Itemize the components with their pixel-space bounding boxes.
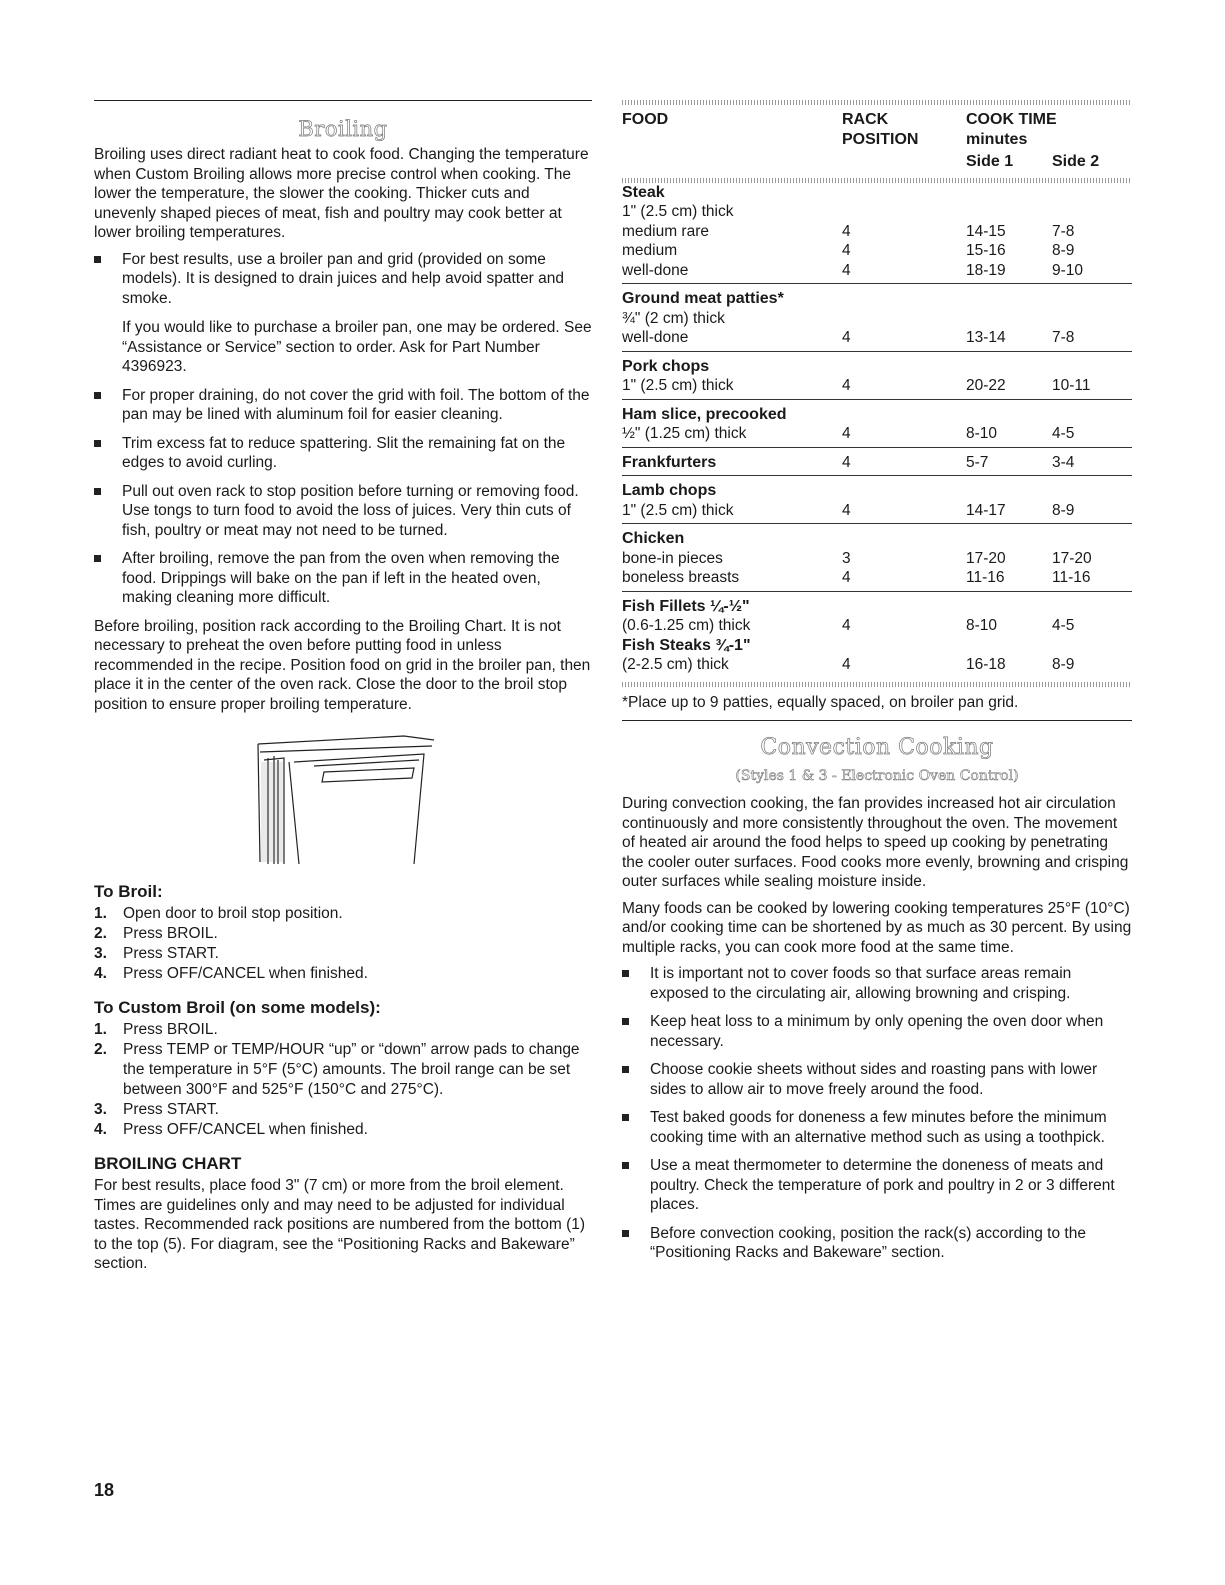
rack-position-cell bbox=[842, 202, 966, 222]
table-bottom-border bbox=[622, 682, 1132, 687]
table-row bbox=[622, 636, 1132, 656]
rack-position-cell: 4 bbox=[842, 261, 851, 279]
table-row bbox=[622, 424, 1132, 447]
list-item: Keep heat loss to a minimum by only opening the oven door when necessary. bbox=[622, 1012, 1132, 1051]
broiling-column bbox=[94, 100, 592, 1281]
broiling-chart-para: For best results, place food 3" (7 cm) or more from the broil element. Times are guidelines only and may need to be adjusted for individual tastes. Recommended rack positions are numbered from the bottom (1) to the top (5). For diagram, see the “Positioning Racks and Bakeware” section. bbox=[94, 1177, 586, 1272]
rack-position-cell: 4 bbox=[842, 656, 851, 673]
rack-position-cell: 4 bbox=[842, 501, 851, 519]
table-row bbox=[622, 351, 1132, 376]
side2-time-cell bbox=[1052, 524, 1132, 549]
broiling-chart-body bbox=[622, 183, 1132, 678]
list-item: 3. Press START. bbox=[94, 945, 219, 962]
side1-time-cell bbox=[966, 399, 1052, 424]
list-item: After broiling, remove the pan from the oven when removing the food. Drippings will bake on the pan if left in the heated oven, making cleaning more difficult. bbox=[94, 549, 592, 608]
side1-time-cell bbox=[966, 591, 1052, 616]
food-cell: Fish Fillets ¼-½" bbox=[622, 591, 842, 616]
food-cell: medium bbox=[622, 242, 678, 259]
header-side2: Side 2 bbox=[1052, 153, 1100, 170]
side2-time-cell: 4-5 bbox=[1052, 617, 1075, 634]
side2-time-cell bbox=[1052, 591, 1132, 616]
side1-time-cell: 8-10 bbox=[966, 425, 998, 442]
bullet-icon bbox=[94, 555, 101, 562]
food-cell: well-done bbox=[622, 329, 689, 346]
food-cell: 1" (2.5 cm) thick bbox=[622, 203, 734, 220]
side2-time-cell: 17-20 bbox=[1052, 549, 1092, 567]
table-row bbox=[622, 222, 1132, 242]
bullet-icon bbox=[622, 1018, 629, 1025]
list-item: Use a meat thermometer to determine the doneness of meats and poultry. Check the temperature of pork and poultry in 2 or 3 different places. bbox=[622, 1156, 1132, 1215]
bullet-icon bbox=[622, 1162, 629, 1169]
table-row bbox=[622, 591, 1132, 616]
table-top-border bbox=[622, 100, 1132, 105]
table-row bbox=[622, 524, 1132, 549]
rack-position-cell: 4 bbox=[842, 222, 851, 240]
rack-position-cell: 4 bbox=[842, 425, 851, 442]
bullet-icon bbox=[94, 392, 101, 399]
rack-position-cell bbox=[842, 284, 966, 309]
side2-time-cell bbox=[1052, 351, 1132, 376]
table-row bbox=[622, 328, 1132, 351]
custom-broil-title: To Custom Broil (on some models): bbox=[94, 998, 381, 1017]
convection-subheading: (Styles 1 & 3 - Electronic Oven Control) bbox=[735, 768, 1019, 784]
side1-time-cell bbox=[966, 636, 1052, 656]
table-row bbox=[622, 501, 1132, 524]
food-cell: Pork chops bbox=[622, 351, 842, 376]
food-cell: ½" (1.25 cm) thick bbox=[622, 425, 747, 442]
food-cell: Fish Steaks ¾-1" bbox=[622, 636, 751, 654]
food-cell: (2-2.5 cm) thick bbox=[622, 656, 729, 673]
table-row bbox=[622, 399, 1132, 424]
food-cell: 1" (2.5 cm) thick bbox=[622, 501, 734, 519]
rack-position-cell bbox=[842, 183, 966, 203]
to-broil-title: To Broil: bbox=[94, 882, 163, 901]
side2-time-cell bbox=[1052, 183, 1132, 203]
bullet-icon bbox=[94, 488, 101, 495]
food-cell: Ground meat patties* bbox=[622, 284, 842, 309]
oven-door-broil-stop-illustration bbox=[254, 732, 439, 872]
rack-position-cell bbox=[842, 524, 966, 549]
bullet-icon bbox=[622, 1230, 629, 1237]
bullet-icon bbox=[94, 256, 101, 263]
side1-time-cell bbox=[966, 524, 1052, 549]
bullet-icon bbox=[622, 1066, 629, 1073]
custom-broil-steps bbox=[94, 1020, 592, 1140]
list-item: Trim excess fat to reduce spattering. Slit the remaining fat on the edges to avoid curling. bbox=[94, 434, 592, 473]
rack-position-cell: 4 bbox=[842, 569, 851, 586]
list-item: 2. Press BROIL. bbox=[94, 925, 218, 942]
side1-time-cell bbox=[966, 284, 1052, 309]
side2-time-cell bbox=[1052, 284, 1132, 309]
table-row bbox=[622, 284, 1132, 309]
broiling-chart-column bbox=[622, 100, 1132, 1272]
list-item: 1. Press BROIL. bbox=[94, 1021, 218, 1038]
list-item: For best results, use a broiler pan and grid (provided on some models). It is designed to drain juices and help avoid spatter and smoke. If you would like to purchase a broiler pan, one may be ordered. See “Assistance or Service” section to order. Ask for Part Number 4396923. bbox=[94, 250, 592, 377]
food-cell: boneless breasts bbox=[622, 569, 740, 586]
rack-position-cell: 4 bbox=[842, 242, 851, 259]
rack-position-cell: 4 bbox=[842, 377, 851, 394]
broiling-tips-list bbox=[94, 250, 592, 608]
table-row bbox=[622, 241, 1132, 261]
side1-time-cell bbox=[966, 202, 1052, 222]
list-item: Test baked goods for doneness a few minutes before the minimum cooking time with an alternative method such as using a toothpick. bbox=[622, 1108, 1132, 1147]
food-cell: Lamb chops bbox=[622, 476, 842, 501]
side2-time-cell: 10-11 bbox=[1052, 377, 1091, 394]
rack-position-cell bbox=[842, 399, 966, 424]
table-row bbox=[622, 616, 1132, 636]
broiling-intro: Broiling uses direct radiant heat to cook food. Changing the temperature when Custom Broiling allows more precise control when cooking. The lower the temperature, the slower the cooking. Thicker cuts and unevenly shaped pieces of meat, fish and poultry may cook better at lower broiling temperatures. bbox=[94, 146, 589, 241]
convection-para-2: Many foods can be cooked by lowering cooking temperatures 25°F (10°C) and/or cooking time can be shortened by as much as 30 percent. By using multiple racks, you can cook more food at the same time. bbox=[622, 899, 1132, 956]
side2-time-cell bbox=[1052, 476, 1132, 501]
header-rack: RACK POSITION bbox=[842, 111, 919, 148]
convection-tips-list bbox=[622, 964, 1132, 1263]
list-item: Before convection cooking, position the rack(s) according to the “Positioning Racks and Bakeware” section. bbox=[622, 1224, 1132, 1263]
side1-time-cell: 13-14 bbox=[966, 329, 1006, 346]
list-item: 3. Press START. bbox=[94, 1101, 219, 1118]
side2-time-cell: 7-8 bbox=[1052, 329, 1075, 346]
side1-time-cell: 8-10 bbox=[966, 617, 998, 634]
broiler-pan-order-note: If you would like to purchase a broiler pan, one may be ordered. See “Assistance or Service” section to order. Ask for Part Number 4396923. bbox=[122, 319, 592, 375]
side2-time-cell: 3-4 bbox=[1052, 447, 1132, 476]
broiling-chart-title: BROILING CHART bbox=[94, 1154, 242, 1173]
list-item: For proper draining, do not cover the grid with foil. The bottom of the pan may be lined with aluminum foil for easier cleaning. bbox=[94, 386, 592, 425]
side2-time-cell: 8-9 bbox=[1052, 242, 1075, 259]
side1-time-cell bbox=[966, 309, 1052, 329]
rack-position-cell bbox=[842, 309, 966, 329]
bullet-icon bbox=[622, 970, 629, 977]
list-item: 4. Press OFF/CANCEL when finished. bbox=[94, 1121, 368, 1138]
convection-heading: Convection Cooking bbox=[760, 735, 994, 760]
side2-time-cell: 8-9 bbox=[1052, 656, 1075, 673]
side1-time-cell: 14-15 bbox=[966, 222, 1006, 240]
table-row bbox=[622, 568, 1132, 591]
food-cell: medium rare bbox=[622, 222, 709, 240]
list-item: Choose cookie sheets without sides and roasting pans with lower sides to allow air to move freely around the food. bbox=[622, 1060, 1132, 1099]
side1-time-cell: 18-19 bbox=[966, 261, 1006, 279]
table-row bbox=[622, 655, 1132, 678]
side2-time-cell bbox=[1052, 309, 1132, 329]
food-cell: (0.6-1.25 cm) thick bbox=[622, 617, 751, 634]
list-item: 1. Open door to broil stop position. bbox=[94, 905, 343, 922]
convection-para-1: During convection cooking, the fan provides increased hot air circulation continuously and more consistently throughout the oven. The movement of heated air around the food helps to speed up cooking by penetrating the cooler outer surfaces. Food cooks more evenly, browning and crisping outer surfaces while sealing moisture inside. bbox=[622, 795, 1129, 890]
rack-position-cell bbox=[842, 351, 966, 376]
rack-position-cell: 4 bbox=[842, 329, 851, 346]
side1-time-cell: 5-7 bbox=[966, 447, 1052, 476]
side2-time-cell: 9-10 bbox=[1052, 261, 1084, 279]
table-row bbox=[622, 376, 1132, 399]
table-row bbox=[622, 549, 1132, 569]
side1-time-cell: 20-22 bbox=[966, 377, 1006, 394]
table-row bbox=[622, 476, 1132, 501]
rack-position-cell: 4 bbox=[842, 617, 851, 634]
table-row bbox=[622, 202, 1132, 222]
side2-time-cell bbox=[1052, 636, 1132, 656]
before-broiling-para: Before broiling, position rack according to the Broiling Chart. It is not necessary to preheat the oven before putting food in unless recommended in the recipe. Position food on grid in the broiler pan, then place it in the center of the oven rack. Close the door to the broil stop position to ensure proper broiling temperature. bbox=[94, 617, 591, 713]
rack-position-cell bbox=[842, 636, 966, 656]
side2-time-cell: 11-16 bbox=[1052, 569, 1091, 586]
header-food: FOOD bbox=[622, 111, 669, 128]
list-item: 4. Press OFF/CANCEL when finished. bbox=[94, 965, 368, 982]
bullet-icon bbox=[622, 1114, 629, 1121]
table-footnote: *Place up to 9 patties, equally spaced, on broiler pan grid. bbox=[622, 693, 1132, 722]
side1-time-cell bbox=[966, 351, 1052, 376]
top-rule bbox=[94, 100, 592, 101]
rack-position-cell bbox=[842, 591, 966, 616]
food-cell: Steak bbox=[622, 183, 665, 201]
rack-position-cell: 3 bbox=[842, 549, 851, 567]
rack-position-cell: 4 bbox=[842, 447, 966, 476]
side2-time-cell bbox=[1052, 399, 1132, 424]
header-side1: Side 1 bbox=[966, 153, 1014, 170]
bullet-icon bbox=[94, 440, 101, 447]
side1-time-cell bbox=[966, 183, 1052, 203]
side1-time-cell bbox=[966, 476, 1052, 501]
table-row bbox=[622, 261, 1132, 284]
broiling-chart-table bbox=[622, 110, 1132, 678]
list-item: 2. Press TEMP or TEMP/HOUR “up” or “down” arrow pads to change the temperature in 5°F (5°C) amounts. The broil range can be set between 300°F and 525°F (150°C and 275°C). bbox=[94, 1041, 580, 1098]
table-row bbox=[622, 447, 1132, 476]
list-item: It is important not to cover foods so that surface areas remain exposed to the circulating air, allowing browning and crisping. bbox=[622, 964, 1132, 1003]
food-cell: Frankfurters bbox=[622, 447, 842, 476]
side1-time-cell: 17-20 bbox=[966, 549, 1006, 567]
table-row bbox=[622, 183, 1132, 203]
food-cell: bone-in pieces bbox=[622, 549, 723, 567]
side2-time-cell: 7-8 bbox=[1052, 222, 1075, 240]
header-cook-time: COOK TIME minutes bbox=[966, 111, 1057, 148]
food-cell: ¾" (2 cm) thick bbox=[622, 309, 725, 327]
list-item: Pull out oven rack to stop position before turning or removing food. Use tongs to turn food to avoid the loss of juices. Very thin cuts of fish, poultry or meat may not need to be turned. bbox=[94, 482, 592, 541]
side2-time-cell: 8-9 bbox=[1052, 501, 1075, 519]
page-number: 18 bbox=[94, 1480, 115, 1500]
food-cell: 1" (2.5 cm) thick bbox=[622, 377, 734, 394]
food-cell: well-done bbox=[622, 261, 689, 279]
broiling-heading: Broiling bbox=[298, 117, 388, 141]
side2-time-cell bbox=[1052, 202, 1132, 222]
side1-time-cell: 11-16 bbox=[966, 569, 1005, 586]
side1-time-cell: 15-16 bbox=[966, 242, 1006, 259]
side1-time-cell: 14-17 bbox=[966, 501, 1006, 519]
food-cell: Ham slice, precooked bbox=[622, 399, 842, 424]
rack-position-cell bbox=[842, 476, 966, 501]
food-cell: Chicken bbox=[622, 524, 842, 549]
table-row bbox=[622, 309, 1132, 329]
side1-time-cell: 16-18 bbox=[966, 656, 1006, 673]
side2-time-cell: 4-5 bbox=[1052, 425, 1075, 442]
to-broil-steps bbox=[94, 904, 592, 984]
